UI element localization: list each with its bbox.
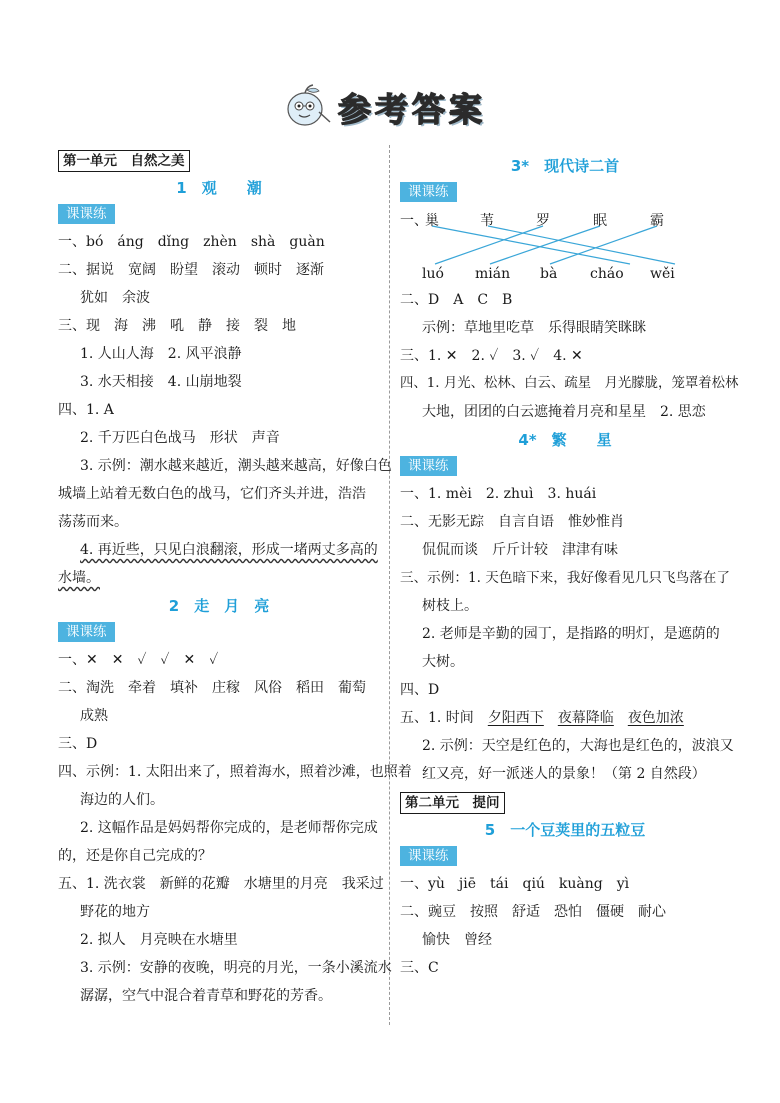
answer-line: 三、示例：1. 天色暗下来，我好像看见几只飞鸟落在了 xyxy=(400,570,730,586)
exercise-tag-row xyxy=(400,454,730,480)
lesson-title: 2 走 月 亮 xyxy=(168,597,270,615)
unit-heading-row xyxy=(58,146,380,174)
exercise-tag-row xyxy=(400,844,730,870)
answer-line: 二、据说 宽阔 盼望 滚动 顿时 逐渐 xyxy=(58,262,324,278)
lesson-title: 4* 繁 星 xyxy=(518,431,612,449)
question-number: 一、 xyxy=(400,213,428,229)
answer-line: 一、bó áng dǐng zhèn shà guàn xyxy=(58,234,325,250)
answer-line xyxy=(58,536,380,564)
answer-line: 三、D xyxy=(58,736,98,752)
lesson-title: 1 观 潮 xyxy=(176,179,262,197)
exercise-tag: 课课练 xyxy=(400,182,457,202)
answer-line: 3. 示例：安静的夜晚，明亮的月光，一条小溪流水 xyxy=(80,960,392,976)
answer-line: 侃侃而谈 斤斤计较 津津有味 xyxy=(422,542,618,558)
poem-char: 巢 xyxy=(425,213,439,229)
unit-heading: 第二单元 提问 xyxy=(400,792,505,814)
answer-line: 四、1. A xyxy=(58,402,114,418)
answer-line: 犹如 余波 xyxy=(80,290,150,306)
answer-line: 成熟 xyxy=(80,708,108,724)
answer-line: 三、C xyxy=(400,960,439,976)
answer-line xyxy=(400,704,730,732)
pinyin: wěi xyxy=(650,266,675,282)
answer-line: 一、yù jiē tái qiú kuàng yì xyxy=(400,876,630,892)
answer-line: 2. 这幅作品是妈妈帮你完成的，是老师帮你完成 xyxy=(80,820,378,836)
answer-line: 2. 千万匹白色战马 形状 声音 xyxy=(80,430,280,446)
exercise-tag: 课课练 xyxy=(58,622,115,642)
answer-line: 2. 老师是辛勤的园丁，是指路的明灯，是遮荫的 xyxy=(422,626,720,642)
answer-line xyxy=(58,564,380,592)
answer-line: 红又亮，好一派迷人的景象！（第 2 自然段） xyxy=(422,766,706,782)
answer-line: 海边的人们。 xyxy=(80,792,164,808)
underlined-answer: 夕阳西下 xyxy=(487,710,544,726)
poem-char: 苇 xyxy=(480,213,494,229)
answer-line: 四、D xyxy=(400,682,440,698)
matching-exercise xyxy=(400,206,730,286)
pinyin: bà xyxy=(540,266,558,282)
answer-line: 二、无影无踪 自言自语 惟妙惟肖 xyxy=(400,514,624,530)
answer-line: 示例：草地里吃草 乐得眼睛笑眯眯 xyxy=(422,320,646,336)
pinyin: mián xyxy=(475,266,511,282)
pinyin: luó xyxy=(422,266,444,282)
exercise-tag-row xyxy=(58,202,380,228)
poem-char: 眠 xyxy=(593,213,607,229)
lesson-title: 5 一个豆荚里的五粒豆 xyxy=(484,821,646,839)
underlined-answer: 夜色加浓 xyxy=(627,710,684,726)
answer-line: 2. 拟人 月亮映在水塘里 xyxy=(80,932,238,948)
right-column xyxy=(400,146,739,982)
exercise-tag: 课课练 xyxy=(58,204,115,224)
answer-line: 四、示例：1. 太阳出来了，照着海水，照着沙滩，也照着 xyxy=(58,764,412,780)
unit-heading: 第一单元 自然之美 xyxy=(58,150,190,172)
answer-line: 野花的地方 xyxy=(80,904,150,920)
answer-line: 一、✕ ✕ ✓ ✓ ✕ ✓ xyxy=(58,652,219,668)
answer-line: 二、D A C B xyxy=(400,292,513,308)
pinyin: cháo xyxy=(590,266,624,282)
answer-line: 树枝上。 xyxy=(422,598,478,614)
answer-line: 城墙上站着无数白色的战马，它们齐头并进，浩浩 xyxy=(58,486,366,502)
answer-text: 五、1. 时间 xyxy=(400,710,488,726)
answer-line: 五、1. 洗衣裳 新鲜的花瓣 水塘里的月亮 我采过 xyxy=(58,876,384,892)
page-header xyxy=(0,82,780,130)
left-column xyxy=(58,146,412,1010)
answer-line: 三、1. ✕ 2. ✓ 3. ✓ 4. ✕ xyxy=(400,348,583,364)
answer-line: 潺潺，空气中混合着青草和野花的芳香。 xyxy=(80,988,332,1004)
exercise-tag-row xyxy=(58,620,380,646)
answer-line: 1. 人山人海 2. 风平浪静 xyxy=(80,346,242,362)
exercise-tag: 课课练 xyxy=(400,846,457,866)
answer-line: 二、豌豆 按照 舒适 恐怕 僵硬 耐心 xyxy=(400,904,666,920)
answer-line: 三、现 海 沸 吼 静 接 裂 地 xyxy=(58,318,296,334)
underlined-answer: 夜幕降临 xyxy=(557,710,614,726)
wavy-underlined-text: 4. 再近些，只见白浪翻滚，形成一堵两丈多高的 xyxy=(80,542,378,558)
unit-heading-row xyxy=(400,788,730,816)
page-title: 参考答案 xyxy=(338,90,486,129)
exercise-tag: 课课练 xyxy=(400,456,457,476)
answer-line: 的，还是你自己完成的？ xyxy=(58,848,212,864)
poem-char: 霸 xyxy=(650,213,664,229)
answer-line: 大地，团团的白云遮掩着月亮和星星 2. 思恋 xyxy=(422,404,706,420)
answer-line: 荡荡而来。 xyxy=(58,514,128,530)
answer-line: 3. 水天相接 4. 山崩地裂 xyxy=(80,374,242,390)
poem-char: 罗 xyxy=(536,213,550,229)
answer-line: 3. 示例：潮水越来越近，潮头越来越高，好像白色 xyxy=(80,458,392,474)
column-divider xyxy=(389,145,390,1025)
apple-mascot-icon xyxy=(283,82,333,128)
answer-line: 愉快 曾经 xyxy=(422,932,492,948)
exercise-tag-row xyxy=(400,180,730,206)
wavy-underlined-text: 水墙。 xyxy=(58,570,100,586)
lesson-title: 3* 现代诗二首 xyxy=(510,157,620,175)
answer-line: 大树。 xyxy=(422,654,464,670)
answer-line: 二、淘洗 牵着 填补 庄稼 风俗 稻田 葡萄 xyxy=(58,680,366,696)
answer-line: 2. 示例：天空是红色的，大海也是红色的，波浪又 xyxy=(422,738,734,754)
matching-lines xyxy=(400,206,730,286)
answer-line: 四、1. 月光、松林、白云、疏星 月光朦胧，笼罩着松林 xyxy=(400,376,739,391)
answer-line: 一、1. mèi 2. zhuì 3. huái xyxy=(400,486,597,502)
